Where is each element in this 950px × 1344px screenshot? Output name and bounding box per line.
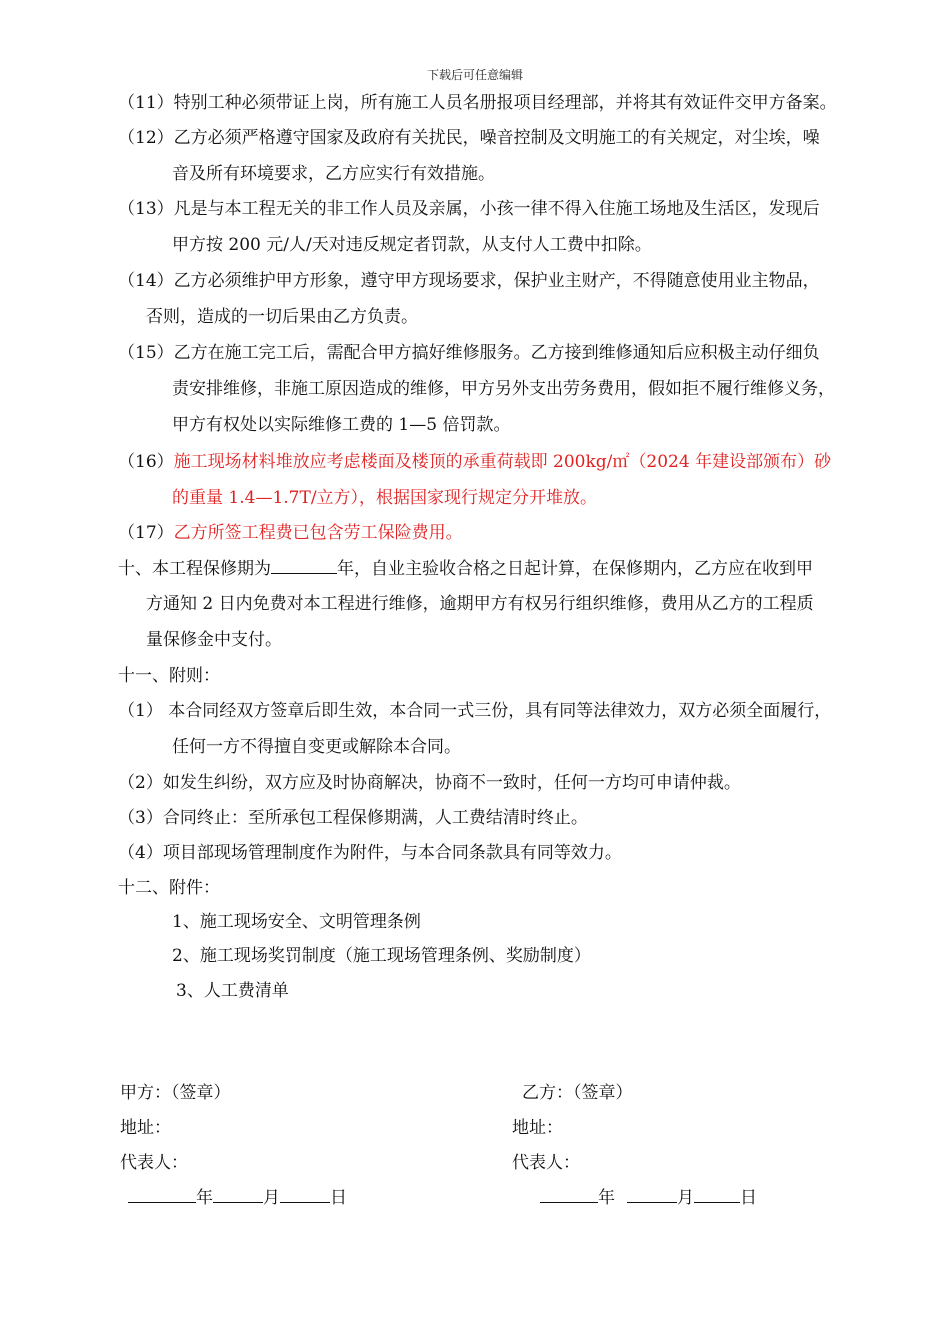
day-label: 日 [330, 1188, 347, 1208]
clause-16-line2: 的重量 1.4—1.7T/立方），根据国家现行规定分开堆放。 [172, 488, 598, 508]
supplementary-title: 十一、附则： [118, 666, 220, 686]
party-a-address: 地址： [120, 1118, 171, 1138]
clause-12-line2: 音及所有环境要求，乙方应实行有效措施。 [172, 164, 495, 184]
clause-16-number: （16） [118, 452, 174, 472]
party-a-seal: 甲方：（签章） [120, 1083, 231, 1103]
warranty-suffix: 年，自业主验收合格之日起计算，在保修期内，乙方应在收到甲 [337, 559, 813, 579]
clause-13-line1: （13）凡是与本工程无关的非工作人员及亲属，小孩一律不得入住施工场地及生活区，发现后 [118, 199, 820, 219]
warranty-line2: 方通知 2 日内免费对本工程进行维修，逾期甲方有权另行组织维修，费用从乙方的工程质 [146, 594, 814, 614]
party-b-seal: 乙方：（签章） [522, 1083, 633, 1103]
clause-13-line2: 甲方按 200 元/人/天对违反规定者罚款，从支付人工费中扣除。 [172, 235, 652, 255]
clause-16-text: 施工现场材料堆放应考虑楼面及楼顶的承重荷载即 200kg/㎡（2024 年建设部颁布）砂 [173, 452, 832, 472]
attachment-3: 3、人工费清单 [176, 981, 289, 1001]
supplementary-3: （3）合同终止：至所承包工程保修期满，人工费结清时终止。 [118, 808, 588, 828]
party-b-month-blank[interactable] [627, 1186, 677, 1203]
clause-17-number: （17） [118, 523, 174, 543]
supplementary-1-line1: （1） 本合同经双方签章后即生效，本合同一式三份，具有同等法律效力，双方必须全面履行， [118, 701, 832, 721]
party-b-address: 地址： [512, 1118, 563, 1138]
warranty-prefix: 十、本工程保修期为 [118, 559, 271, 579]
clause-15-line2: 责安排维修，非施工原因造成的维修，甲方另外支出劳务费用，假如拒不履行维修义务， [172, 379, 835, 399]
warranty-period-blank[interactable] [271, 557, 337, 574]
clause-15-line3: 甲方有权处以实际维修工费的 1—5 倍罚款。 [172, 415, 511, 435]
warranty-line1 [118, 557, 813, 580]
attachment-1: 1、施工现场安全、文明管理条例 [172, 912, 421, 932]
party-b-year-blank[interactable] [540, 1186, 598, 1203]
year-label: 年 [598, 1188, 615, 1208]
clause-15-line1: （15）乙方在施工完工后，需配合甲方搞好维修服务。乙方接到维修通知后应积极主动仔细负 [118, 343, 820, 363]
clause-14-line2: 否则，造成的一切后果由乙方负责。 [146, 307, 418, 327]
party-b-date [540, 1186, 757, 1209]
year-label: 年 [196, 1188, 213, 1208]
clause-17 [118, 522, 463, 544]
clause-11: （11）特别工种必须带证上岗，所有施工人员名册报项目经理部，并将其有效证件交甲方备案。 [118, 93, 837, 113]
supplementary-2: （2）如发生纠纷，双方应及时协商解决，协商不一致时，任何一方均可申请仲裁。 [118, 773, 741, 793]
page-header: 下载后可任意编辑 [426, 68, 523, 82]
attachments-title: 十二、附件： [118, 878, 220, 898]
party-a-month-blank[interactable] [213, 1186, 263, 1203]
supplementary-4: （4）项目部现场管理制度作为附件，与本合同条款具有同等效力。 [118, 843, 622, 863]
clause-17-text: 乙方所签工程费已包含劳工保险费用。 [173, 523, 463, 543]
supplementary-1-line2: 任何一方不得擅自变更或解除本合同。 [172, 737, 461, 757]
warranty-line3: 量保修金中支付。 [146, 630, 282, 650]
party-b-representative: 代表人： [512, 1153, 580, 1173]
day-label: 日 [740, 1188, 757, 1208]
party-a-date [128, 1186, 347, 1209]
clause-14-line1: （14）乙方必须维护甲方形象，遵守甲方现场要求，保护业主财产，不得随意使用业主物品， [118, 271, 820, 291]
party-b-day-blank[interactable] [694, 1186, 740, 1203]
party-a-representative: 代表人： [120, 1153, 188, 1173]
clause-16-line1 [118, 451, 831, 473]
attachment-2: 2、施工现场奖罚制度（施工现场管理条例、奖励制度） [172, 946, 591, 966]
clause-12-line1: （12）乙方必须严格遵守国家及政府有关扰民，噪音控制及文明施工的有关规定，对尘埃，噪 [118, 128, 820, 148]
month-label: 月 [263, 1188, 280, 1208]
party-a-day-blank[interactable] [280, 1186, 330, 1203]
party-a-year-blank[interactable] [128, 1186, 196, 1203]
month-label: 月 [677, 1188, 694, 1208]
